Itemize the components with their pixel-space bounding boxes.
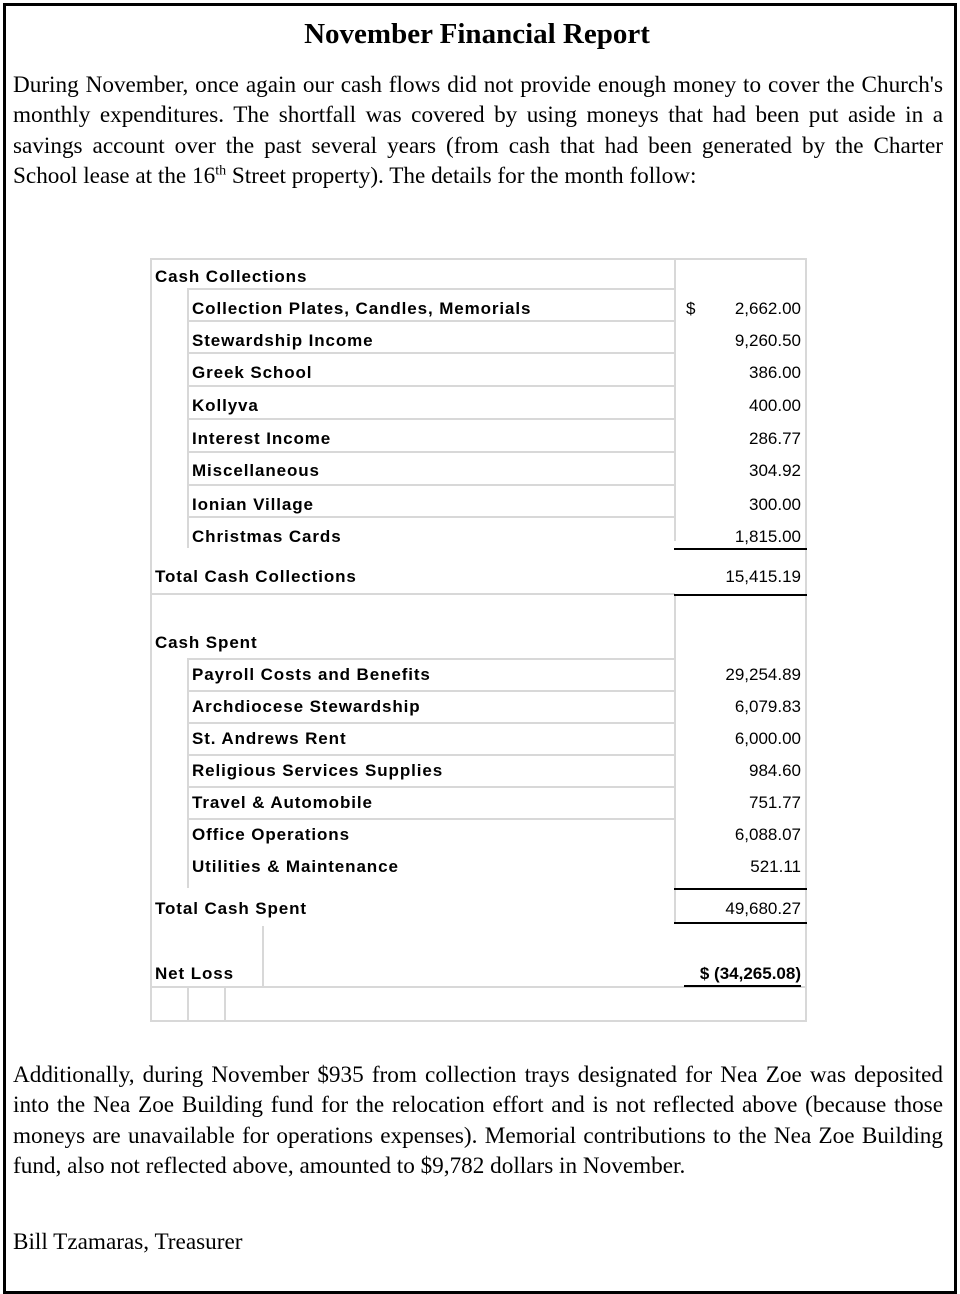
- grid-line: [674, 596, 676, 922]
- collection-amount: 300.00: [749, 495, 801, 514]
- grid-line: [674, 258, 676, 541]
- currency-symbol: $: [686, 299, 696, 318]
- spent-label: Travel & Automobile: [192, 793, 373, 812]
- collection-label: Interest Income: [192, 429, 332, 448]
- financial-table: [150, 258, 807, 1022]
- spent-amount: 6,000.00: [734, 729, 801, 748]
- collection-amount: 400.00: [749, 396, 801, 415]
- treasurer-signature: Bill Tzamaras, Treasurer: [13, 1229, 243, 1255]
- grid-line: [805, 258, 807, 1022]
- grid-line: [187, 451, 675, 453]
- grid-line: [187, 690, 675, 692]
- grid-line: [150, 258, 807, 260]
- grid-line: [187, 288, 675, 290]
- subtotal-rule: [674, 888, 807, 890]
- grid-line: [187, 986, 189, 1022]
- total-collections-label: Total Cash Collections: [155, 567, 357, 586]
- collection-amount: 9,260.50: [734, 331, 801, 350]
- collection-label: Stewardship Income: [192, 331, 374, 350]
- collection-label: Ionian Village: [192, 495, 314, 514]
- collection-amount: 1,815.00: [734, 527, 801, 546]
- spent-amount: 6,079.83: [734, 697, 801, 716]
- grid-line: [187, 658, 675, 660]
- collection-amount: 2,662.00: [734, 299, 801, 318]
- subtotal-rule: [674, 548, 807, 550]
- report-title: November Financial Report: [304, 18, 650, 50]
- grid-line: [262, 926, 264, 986]
- grid-line: [187, 516, 675, 518]
- collection-amount: 286.77: [749, 429, 801, 448]
- grid-line: [187, 320, 675, 322]
- grid-line: [187, 352, 675, 354]
- net-loss-label: Net Loss: [155, 964, 234, 983]
- collection-label: Miscellaneous: [192, 461, 320, 480]
- spent-label: Archdiocese Stewardship: [192, 697, 421, 716]
- grid-line: [150, 258, 152, 1022]
- total-spent-label: Total Cash Spent: [155, 899, 307, 918]
- grid-line: [187, 385, 675, 387]
- grid-line: [150, 1020, 807, 1022]
- spent-amount: 751.77: [749, 793, 801, 812]
- net-total-underline: [684, 985, 801, 987]
- spent-label: Office Operations: [192, 825, 350, 844]
- collection-label: Kollyva: [192, 396, 259, 415]
- total-collections-amount: 15,415.19: [725, 567, 801, 586]
- grid-line: [187, 818, 675, 820]
- grid-line: [187, 658, 189, 888]
- collection-label: Collection Plates, Candles, Memorials: [192, 299, 532, 318]
- spent-amount: 984.60: [749, 761, 801, 780]
- collection-label: Greek School: [192, 363, 313, 382]
- grid-line: [187, 786, 675, 788]
- section-rule: [674, 594, 807, 596]
- collection-amount: 386.00: [749, 363, 801, 382]
- spent-label: St. Andrews Rent: [192, 729, 347, 748]
- spent-amount: 521.11: [750, 857, 801, 876]
- net-loss-amount: $ (34,265.08): [699, 964, 801, 983]
- spent-heading: Cash Spent: [155, 633, 258, 652]
- intro-text-part2: Street property). The details for the month follow:: [226, 163, 697, 190]
- collections-heading: Cash Collections: [155, 267, 308, 286]
- collection-label: Christmas Cards: [192, 527, 342, 546]
- section-rule: [674, 922, 807, 924]
- collection-amount: 304.92: [749, 461, 801, 480]
- grid-line: [187, 754, 675, 756]
- spent-label: Religious Services Supplies: [192, 761, 444, 780]
- grid-line: [224, 986, 226, 1022]
- spent-label: Payroll Costs and Benefits: [192, 665, 431, 684]
- spent-amount: 6,088.07: [734, 825, 801, 844]
- grid-line: [187, 484, 675, 486]
- spent-label: Utilities & Maintenance: [192, 857, 399, 876]
- intro-paragraph: [13, 70, 943, 192]
- grid-line: [150, 593, 675, 595]
- grid-line: [187, 722, 675, 724]
- closing-paragraph: Additionally, during November $935 from collection trays designated for Nea Zoe was deposited into the Nea Zoe Building fund for the relocation effort and is not reflected above (because those moneys are unavailable for operations expenses). Memorial contributions to the Nea Zoe Building fund, also not reflected above, amounted to $9,782 dollars in November.: [13, 1062, 943, 1180]
- grid-line: [187, 418, 675, 420]
- intro-text-part1: During November, once again our cash flows did not provide enough money to cover the Church's monthly expenditures. The shortfall was covered by using moneys that had been put aside in a savings account over the past several years (from cash that had been generated by the Charter School lease at the 16: [13, 72, 943, 190]
- total-spent-amount: 49,680.27: [725, 899, 801, 918]
- spent-amount: 29,254.89: [725, 665, 801, 684]
- ordinal-suffix: th: [215, 163, 227, 179]
